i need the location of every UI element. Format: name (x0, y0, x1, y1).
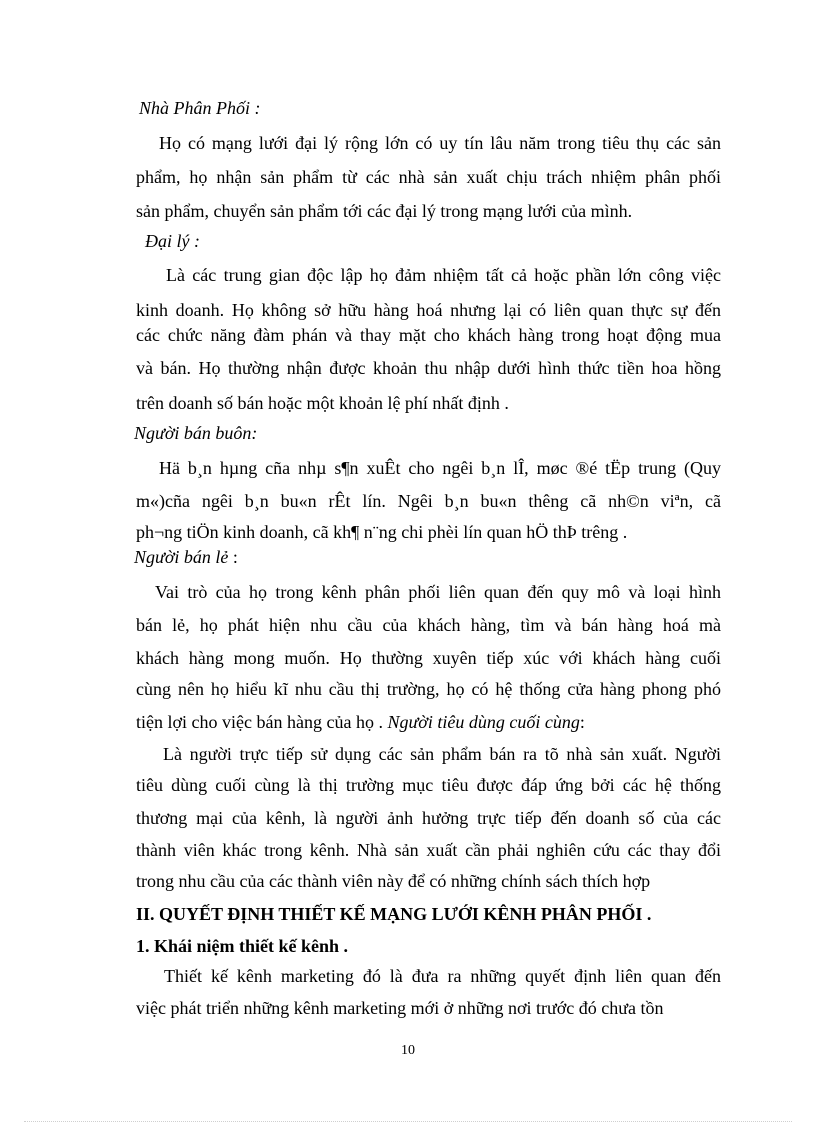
paragraph-line: sản phẩm, chuyển sản phẩm tới các đại lý trong mạng lưới của mình. (136, 201, 633, 221)
paragraph-line: thương mại của kênh, là người ảnh hưởng trực tiếp đến doanh số của các (136, 808, 721, 828)
subsection-heading: 1. Khái niệm thiết kế kênh . (136, 936, 349, 956)
paragraph-line: việc phát triển những kênh marketing mới ở những nơi trước đó chưa tồn (136, 998, 664, 1018)
paragraph-line: khách hàng mong muốn. Họ thường xuyên tiếp xúc với khách hàng cuối (136, 648, 721, 668)
heading-wholesaler: Người bán buôn: (134, 423, 258, 443)
heading-retailer-colon: : (228, 547, 238, 567)
paragraph-line: thành viên khác trong kênh. Nhà sản xuất cần phải nghiên cứu các thay đổi (136, 840, 721, 860)
page-number: 10 (401, 1043, 415, 1058)
paragraph-line: Thiết kế kênh marketing đó là đưa ra những quyết định liên quan đến (164, 966, 721, 986)
paragraph-line: Vai trò của họ trong kênh phân phối liên quan đến quy mô và loại hình (155, 582, 721, 602)
paragraph-line: ph¬ng tiÖn kinh doanh, cã kh¶ n¨ng chi phèi lín quan hÖ thÞ trêng . (136, 522, 628, 542)
section-heading: II. QUYẾT ĐỊNH THIẾT KẾ MẠNG LƯỚI KÊNH PHÂN PHỐI . (136, 904, 652, 924)
paragraph-line: trên doanh số bán hoặc một khoản lệ phí nhất định . (136, 393, 509, 413)
paragraph-line: trong nhu cầu của các thành viên này để có những chính sách thích hợp (136, 871, 651, 891)
paragraph-line: kinh doanh. Họ không sở hữu hàng hoá nhưng lại có liên quan thực sự đến (136, 300, 721, 320)
paragraph-line: cùng nên họ hiểu kĩ nhu cầu thị trường, họ có hệ thống cửa hàng phong phó (136, 679, 721, 699)
paragraph-line: tiêu dùng cuối cùng là thị trường mục tiêu được đáp ứng bởi các hệ thống (136, 775, 721, 795)
paragraph-line: m«)cña ngêi b¸n bu«n rÊt lín. Ngêi b¸n bu«n thêng cã nh©n viªn, cã (136, 491, 721, 511)
paragraph-line: các chức năng đàm phán và thay mặt cho khách hàng trong hoạt động mua (136, 325, 721, 345)
paragraph-line: phẩm, họ nhận sản phẩm từ các nhà sản xuất chịu trách nhiệm phân phối (136, 167, 721, 187)
paragraph-line: Là người trực tiếp sử dụng các sản phẩm bán ra tõ nhà sản xuất. Người (163, 744, 721, 764)
paragraph-line (136, 710, 721, 734)
paragraph-line: và bán. Họ thường nhận được khoản thu nhập dưới hình thức tiền hoa hồng (136, 358, 721, 378)
heading-agent: Đại lý : (145, 231, 200, 251)
heading-retailer (134, 545, 719, 569)
paragraph-line: Hä b¸n hµng cña nhµ s¶n xuÊt cho ngêi b¸n lÎ, møc ®é tËp trung (Quy (159, 458, 721, 478)
heading-distributor: Nhà Phân Phối : (139, 98, 261, 118)
paragraph-text: tiện lợi cho việc bán hàng của họ . (136, 712, 388, 732)
paragraph-line: Là các trung gian độc lập họ đảm nhiệm tất cả hoặc phần lớn công việc (166, 265, 721, 285)
heading-end-consumer-colon: : (579, 712, 585, 732)
page-bottom-divider (24, 1121, 792, 1122)
paragraph-line: Họ có mạng lưới đại lý rộng lớn có uy tín lâu năm trong tiêu thụ các sản (159, 133, 721, 153)
heading-retailer-label: Người bán lẻ (134, 547, 229, 567)
paragraph-line: bán lẻ, họ phát hiện nhu cầu của khách hàng, tìm và bán hàng hoá mà (136, 615, 721, 635)
heading-end-consumer: Người tiêu dùng cuối cùng (387, 712, 580, 732)
